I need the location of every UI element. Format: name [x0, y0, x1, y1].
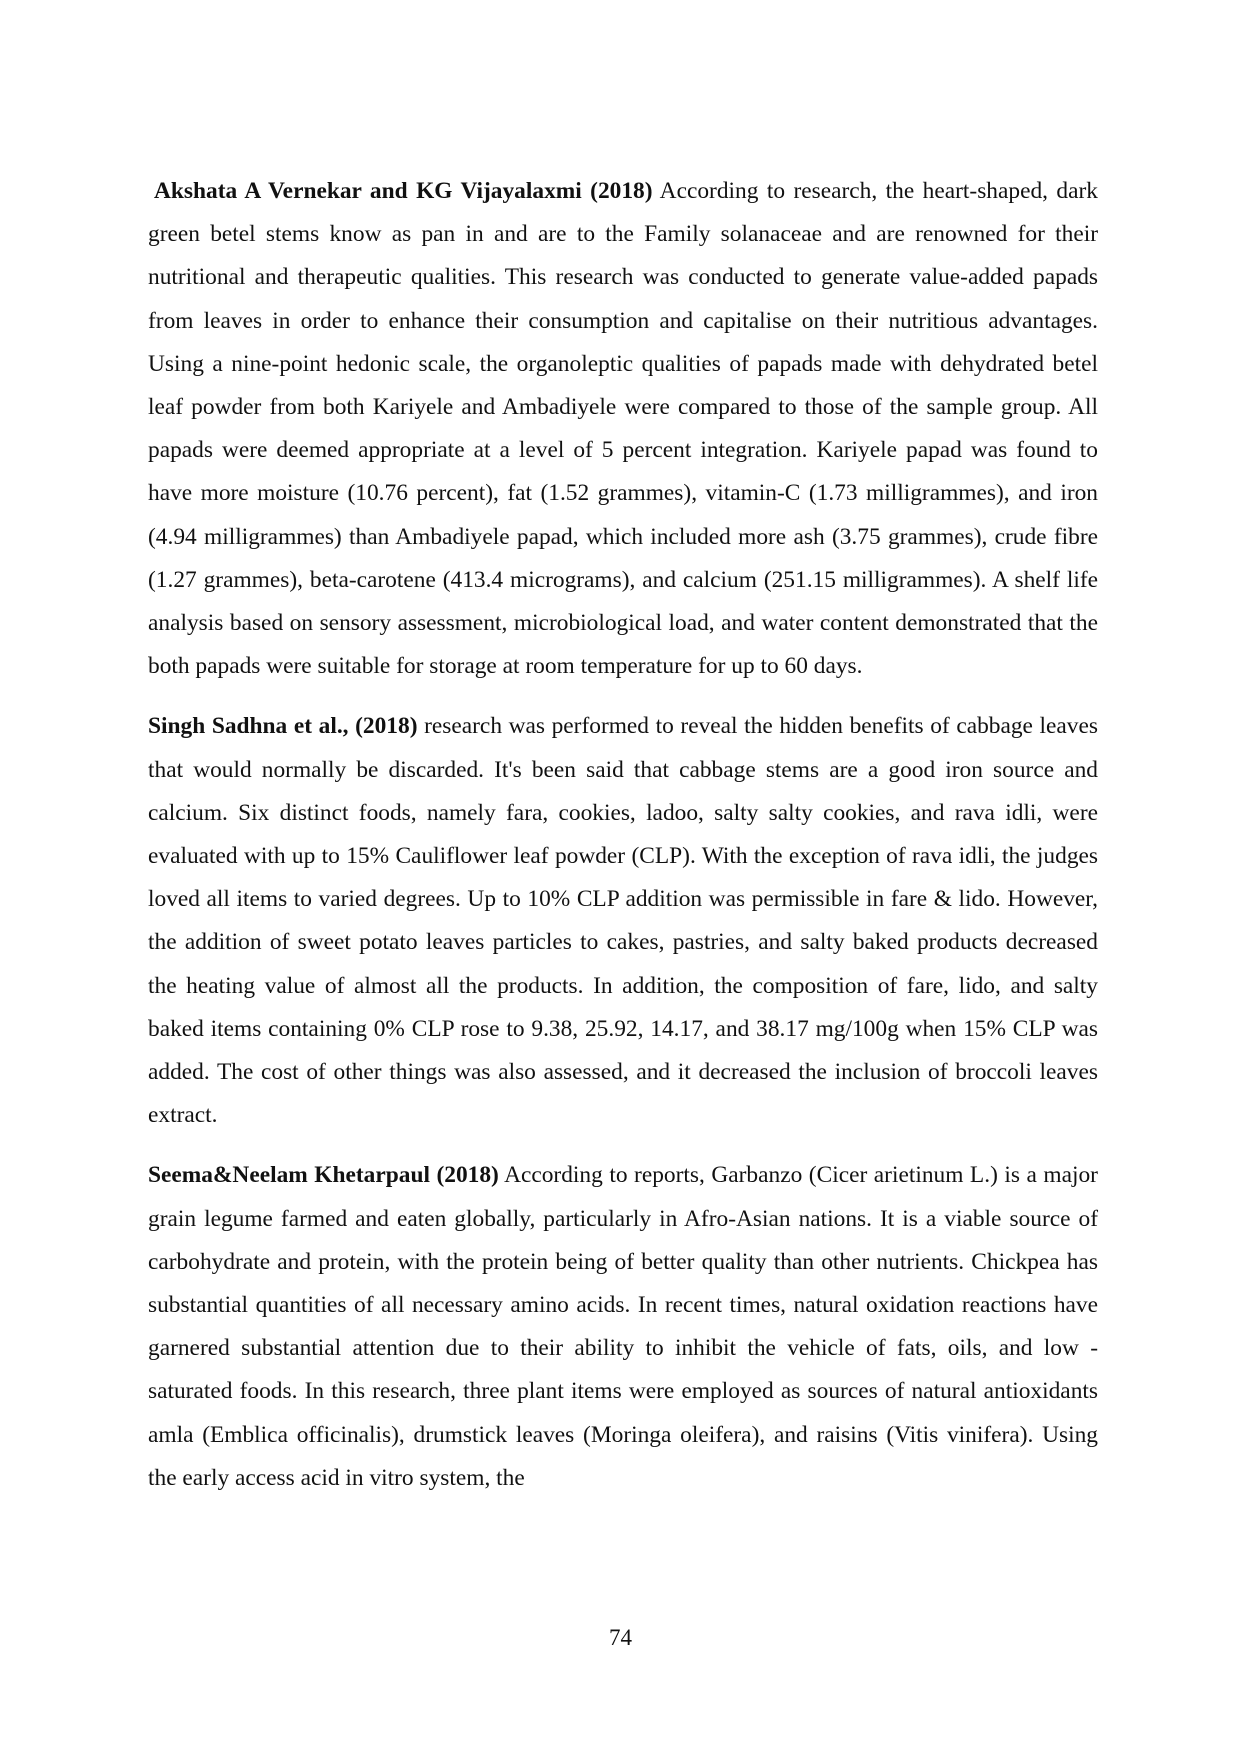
paragraph-text-sadhna: research was performed to reveal the hidden benefits of cabbage leaves that would normally be discarded. It's been said that cabbage stems are a good iron source and calcium. Six distinct foods, namely fara, cookies, ladoo, salty salty cookies, and rava idli, were evaluated with up to 15% Cauliflower leaf powder (CLP). With the exception of rava idli, the judges loved all items to varied degrees. Up to 10% CLP addition was permissible in fare & lido. However, the addition of sweet potato leaves particles to cakes, pastries, and salty baked products decreased the heating value of almost all the products. In addition, the composition of fare, lido, and salty baked items containing 0% CLP rose to 9.38, 25.92, 14.17, and 38.17 mg/100g when 15% CLP was added. The cost of other things was also assessed, and it decreased the inclusion of broccoli leaves extract. — [148, 713, 1098, 1129]
citation-sadhna: Singh Sadhna et al., (2018) — [148, 713, 418, 740]
paragraph-text-khetarpaul: According to reports, Garbanzo (Cicer arietinum L.) is a major grain legume farmed and eaten globally, particularly in Afro-Asian nations. It is a viable source of carbohydrate and protein, with the protein being of better quality than other nutrients. Chickpea has substantial quantities of all necessary amino acids. In recent times, natural oxidation reactions have garnered substantial attention due to their ability to inhibit the vehicle of fats, oils, and low - saturated foods. In this research, three plant items were employed as sources of natural antioxidants amla (Emblica officinalis), drumstick leaves (Moringa oleifera), and raisins (Vitis vinifera). Using the early access acid in vitro system, the — [148, 1162, 1098, 1491]
paragraph-khetarpaul — [148, 1154, 1098, 1500]
paragraph-text-vernekar: According to research, the heart-shaped, dark green betel stems know as pan in and are to the Family solanaceae and are renowned for their nutritional and therapeutic qualities. This research was conducted to generate value-added papads from leaves in order to enhance their consumption and capitalise on their nutritious advantages. Using a nine-point hedonic scale, the organoleptic qualities of papads made with dehydrated betel leaf powder from both Kariyele and Ambadiyele were compared to those of the sample group. All papads were deemed appropriate at a level of 5 percent integration. Kariyele papad was found to have more moisture (10.76 percent), fat (1.52 grammes), vitamin-C (1.73 milligrammes), and iron (4.94 milligrammes) than Ambadiyele papad, which included more ash (3.75 grammes), crude fibre (1.27 grammes), beta-carotene (413.4 micrograms), and calcium (251.15 milligrammes). A shelf life analysis based on sensory assessment, microbiological load, and water content demonstrated that the both papads were suitable for storage at room temperature for up to 60 days. — [148, 178, 1098, 680]
paragraph-vernekar — [148, 170, 1098, 688]
document-body — [148, 170, 1098, 1517]
citation-vernekar: Akshata A Vernekar and KG Vijayalaxmi (2018) — [154, 178, 653, 204]
paragraph-sadhna — [148, 705, 1098, 1137]
page-number: 74 — [609, 1625, 632, 1650]
citation-khetarpaul: Seema&Neelam Khetarpaul (2018) — [148, 1162, 499, 1189]
